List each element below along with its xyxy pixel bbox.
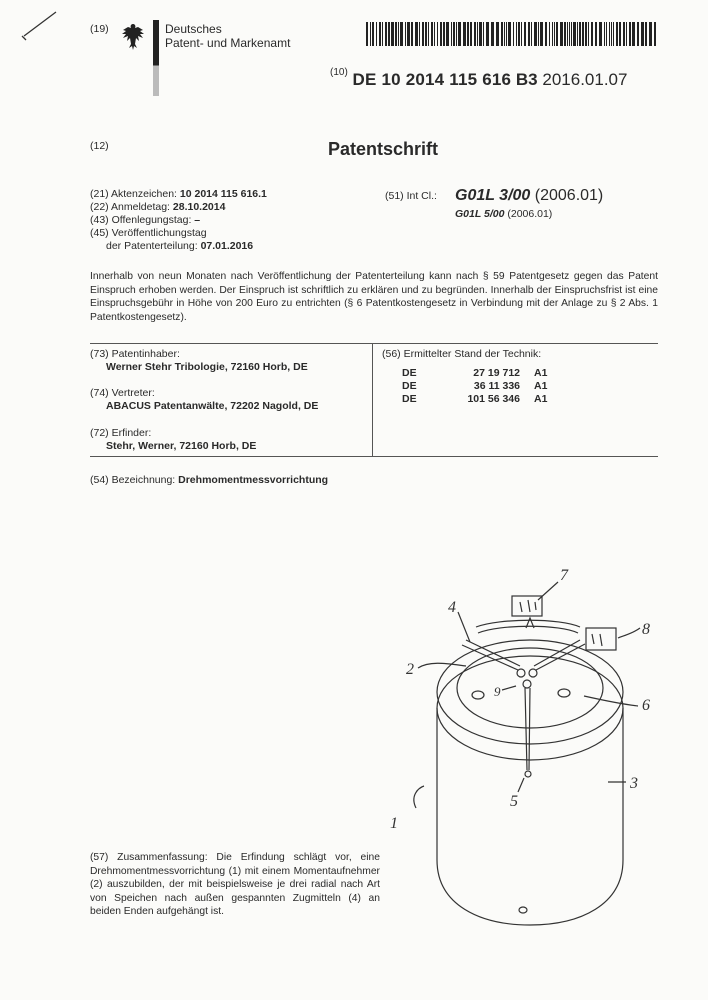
header-divider-bar: [153, 20, 159, 96]
ref-label-9: 9: [494, 684, 501, 699]
screw-right: [558, 689, 570, 697]
publication-grant-label: (45) Veröffentlichungstag: [90, 227, 207, 239]
abstract: (57) Zusammenfassung: Die Erfindung schlägt vor, eine Drehmomentmessvorrichtung (1) mit einem Momentaufnehmer (2) auszubilden, der mit beispielsweise je drei radial nach Art von Speichen nach außen gespannten Zugmitteln (4) an beiden Enden aufgehängt ist.: [90, 852, 380, 917]
box-divider: [372, 344, 373, 457]
ref-label-3: 3: [630, 775, 638, 792]
pub-kind: B3: [515, 70, 538, 89]
grant-date: der Patenterteilung: 07.01.2016: [106, 240, 254, 252]
ref-label-5: 5: [510, 793, 518, 810]
patent-owner: (73) Patentinhaber: Werner Stehr Tribologie, 72160 Horb, DE: [90, 348, 308, 373]
filing-date: (22) Anmeldetag: 28.10.2014: [90, 201, 226, 213]
ipc-label: (51) Int Cl.:: [385, 190, 437, 202]
table-row: DE 36 11 336 A1: [402, 379, 548, 392]
leader-4: [458, 612, 470, 642]
ref-label-8: 8: [642, 621, 650, 638]
parties-box: [90, 343, 658, 457]
leader-1: [414, 786, 424, 808]
doc-type: Patentschrift: [328, 139, 439, 159]
leader-7: [538, 582, 558, 600]
patent-drawing: [370, 560, 690, 930]
leader-8: [618, 628, 640, 638]
leader-6: [584, 696, 638, 706]
inventor: (72) Erfinder: Stehr, Werner, 72160 Horb, DE: [90, 427, 257, 452]
table-row: DE 101 56 346 A1: [402, 392, 548, 405]
disclosure-date: (43) Offenlegungstag: –: [90, 214, 201, 226]
ipc-secondary: G01L 5/00 (2006.01): [455, 208, 553, 220]
prior-art-label: (56) Ermittelter Stand der Technik:: [382, 348, 542, 360]
ref-label-2: 2: [406, 661, 414, 678]
office-line-1: Deutsches: [165, 22, 222, 36]
bibliographic-data: [90, 188, 390, 253]
hub-2: [529, 669, 537, 677]
cylinder-body: [437, 708, 623, 925]
sensor-box-7: [512, 596, 542, 616]
office-line-2: Patent- und Markenamt: [165, 36, 291, 50]
agent: (74) Vertreter: ABACUS Patentanwälte, 72202 Nagold, DE: [90, 387, 319, 412]
ref-label-7: 7: [560, 567, 568, 584]
screw-left: [472, 691, 484, 699]
pub-number: DE 10 2014 115 616: [352, 70, 512, 89]
federal-eagle-icon: [120, 22, 146, 52]
office-code: (19): [90, 23, 109, 35]
barcode: [366, 22, 658, 46]
opposition-notice: Innerhalb von neun Monaten nach Veröffentlichung der Patenterteilung kann nach § 59 Patentgesetz gegen das Patent Einspruch erhoben werden. Der Einspruch ist schriftlich zu erklären und zu begründen. Innerhalb der Einspruchsfrist ist eine Einspruchsgebühr in Höhe von 200 Euro zu entrichten (§ 6 Patentkostengesetz in Verbindung mit der Anlage zu § 2 Abs. 1 Patentkostengesetz).: [90, 271, 658, 323]
leader-2: [418, 663, 466, 668]
patent-office-name: [165, 22, 290, 50]
prior-art-table: [402, 366, 547, 405]
file-number: (21) Aktenzeichen: 10 2014 115 616.1: [90, 188, 267, 200]
bottom-hole: [519, 907, 527, 913]
pub-code: (10): [330, 67, 348, 79]
spoke-5: [525, 688, 530, 770]
spoke-8: [534, 640, 585, 670]
pen-stroke-mark: [18, 10, 58, 44]
hub-1: [517, 669, 525, 677]
leader-5: [518, 778, 524, 792]
leader-9: [502, 686, 516, 690]
publication-number: [330, 67, 628, 90]
doc-type-code: (12): [90, 140, 109, 152]
invention-title: (54) Bezeichnung: Drehmomentmessvorrichtung: [90, 474, 329, 486]
ref-label-1: 1: [390, 815, 398, 832]
spoke-end: [525, 771, 531, 777]
ipc-main: G01L 3/00 (2006.01): [455, 187, 604, 204]
hub-3: [523, 680, 531, 688]
ref-label-6: 6: [642, 697, 650, 714]
table-row: DE 27 19 712 A1: [402, 366, 548, 379]
ref-label-4: 4: [448, 599, 456, 616]
pub-date: 2016.01.07: [542, 70, 628, 89]
